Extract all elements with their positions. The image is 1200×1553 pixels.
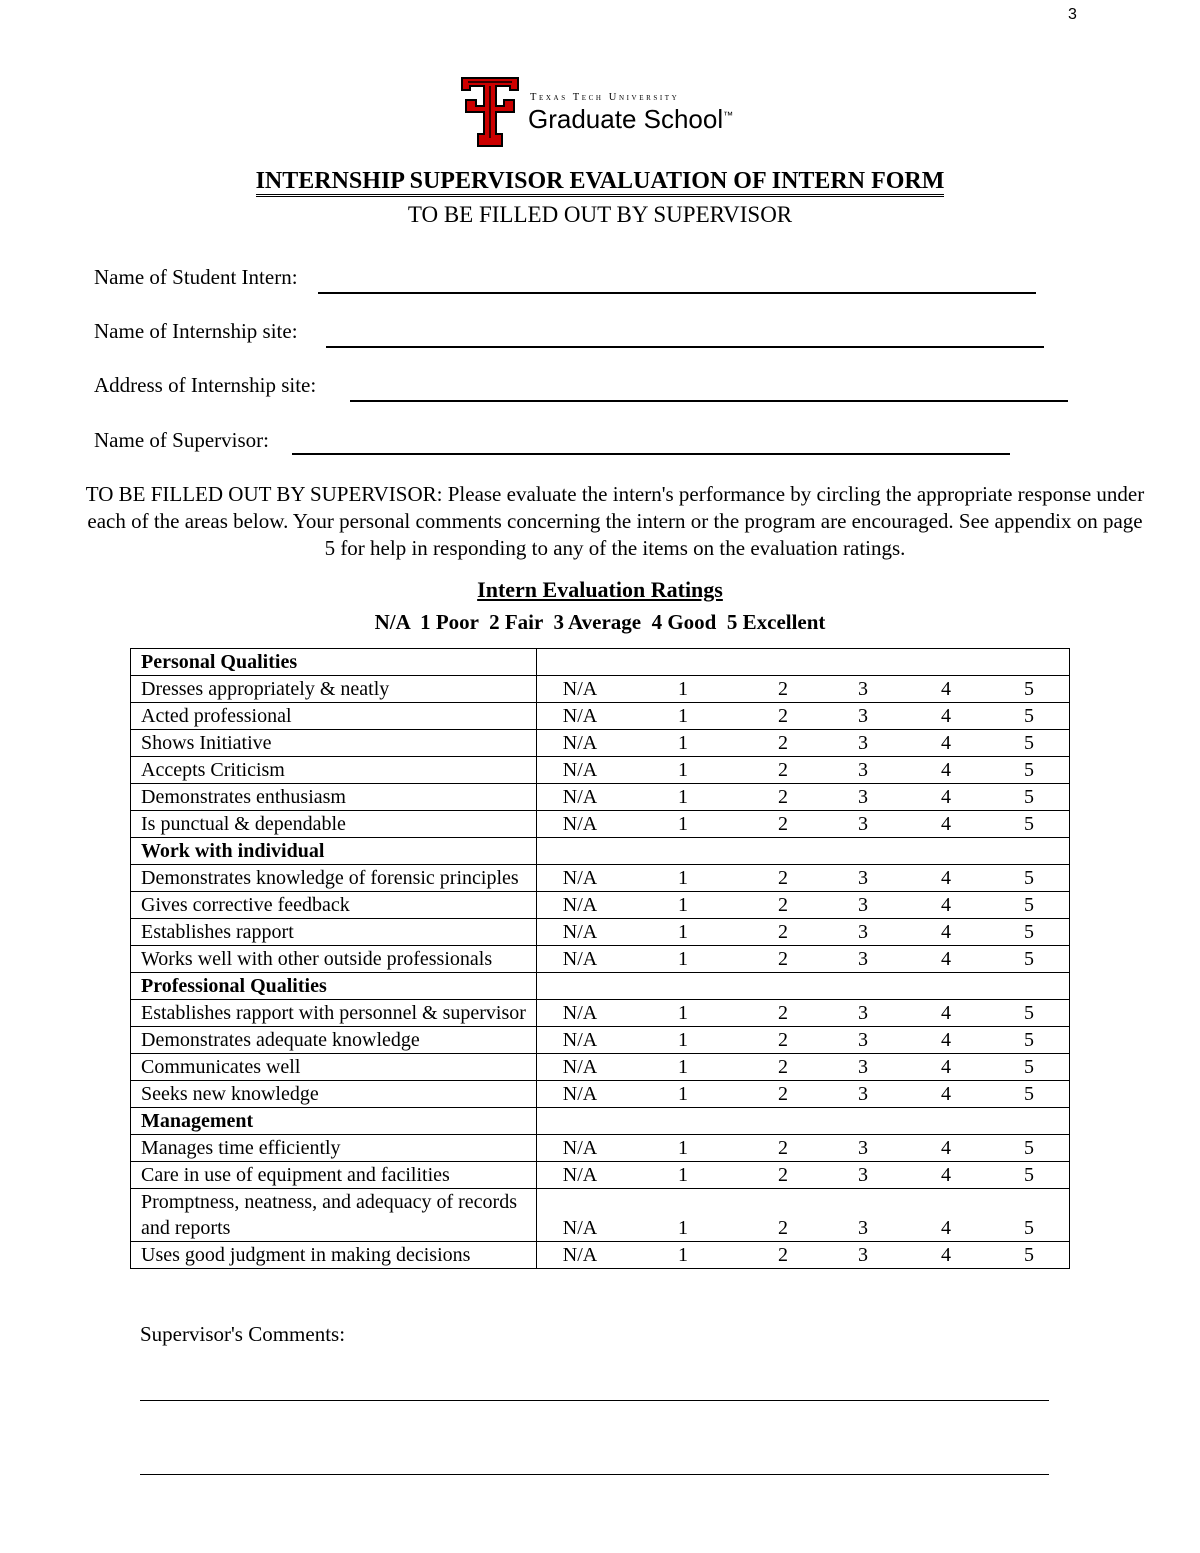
rating-option-3[interactable]: 3 — [858, 732, 868, 754]
rating-option-2[interactable]: 2 — [778, 1137, 788, 1159]
rating-option-2[interactable]: 2 — [778, 1083, 788, 1105]
rating-options — [537, 946, 1070, 973]
criterion-label: Demonstrates enthusiasm — [131, 784, 537, 811]
rating-option-4[interactable]: 4 — [941, 1029, 951, 1051]
rating-option-4[interactable]: 4 — [941, 867, 951, 889]
rating-option-5[interactable]: 5 — [1024, 759, 1034, 781]
rating-options — [537, 1135, 1070, 1162]
rating-option-2[interactable]: 2 — [778, 867, 788, 889]
rating-options — [537, 730, 1070, 757]
rating-options — [537, 757, 1070, 784]
section-empty-cell — [537, 649, 1070, 676]
rating-option-3[interactable]: 3 — [858, 867, 868, 889]
supervisor-label: Name of Supervisor: — [94, 428, 269, 452]
rating-option-na[interactable]: N/A — [562, 759, 598, 781]
rating-option-5[interactable]: 5 — [1024, 705, 1034, 727]
rating-option-1[interactable]: 1 — [678, 1244, 688, 1266]
rating-option-1[interactable]: 1 — [678, 759, 688, 781]
table-row — [131, 703, 1070, 730]
rating-option-2[interactable]: 2 — [778, 894, 788, 916]
criterion-label: Accepts Criticism — [131, 757, 537, 784]
rating-options — [537, 703, 1070, 730]
rating-option-na[interactable]: N/A — [562, 1083, 598, 1105]
internship-site-label: Name of Internship site: — [94, 319, 298, 343]
rating-option-4[interactable]: 4 — [941, 1056, 951, 1078]
rating-option-2[interactable]: 2 — [778, 732, 788, 754]
criterion-label: Establishes rapport — [131, 919, 537, 946]
rating-option-5[interactable]: 5 — [1024, 813, 1034, 835]
rating-options — [537, 784, 1070, 811]
criterion-label: Establishes rapport with personnel & supervisor — [131, 1000, 537, 1027]
section-empty-cell — [537, 973, 1070, 1000]
rating-option-na[interactable]: N/A — [562, 1137, 598, 1159]
evaluation-table — [130, 648, 1070, 1269]
rating-option-3[interactable]: 3 — [858, 1056, 868, 1078]
rating-option-1[interactable]: 1 — [678, 1002, 688, 1024]
rating-option-1[interactable]: 1 — [678, 921, 688, 943]
criterion-label: Manages time efficiently — [131, 1135, 537, 1162]
rating-options — [537, 1027, 1070, 1054]
rating-option-1[interactable]: 1 — [678, 1056, 688, 1078]
rating-option-1[interactable]: 1 — [678, 813, 688, 835]
rating-options — [537, 811, 1070, 838]
rating-option-3[interactable]: 3 — [858, 813, 868, 835]
rating-option-3[interactable]: 3 — [858, 894, 868, 916]
site-address-label: Address of Internship site: — [94, 373, 317, 397]
table-row — [131, 1135, 1070, 1162]
rating-option-5[interactable]: 5 — [1024, 948, 1034, 970]
rating-option-1[interactable]: 1 — [678, 1217, 688, 1239]
section-heading: Work with individual — [131, 838, 537, 865]
rating-option-na[interactable]: N/A — [562, 948, 598, 970]
university-name: Texas Tech University — [530, 92, 680, 103]
rating-scale-legend: N/A 1 Poor 2 Fair 3 Average 4 Good 5 Excellent — [374, 610, 826, 634]
rating-option-2[interactable]: 2 — [778, 1056, 788, 1078]
criterion-label: Seeks new knowledge — [131, 1081, 537, 1108]
criterion-label: Promptness, neatness, and adequacy of records and reports — [131, 1189, 537, 1242]
rating-option-2[interactable]: 2 — [778, 759, 788, 781]
table-row — [131, 865, 1070, 892]
rating-option-1[interactable]: 1 — [678, 1164, 688, 1186]
section-empty-cell — [537, 1108, 1070, 1135]
rating-option-4[interactable]: 4 — [941, 759, 951, 781]
student-intern-field[interactable] — [94, 265, 298, 290]
rating-option-1[interactable]: 1 — [678, 705, 688, 727]
rating-option-1[interactable]: 1 — [678, 867, 688, 889]
table-row — [131, 1081, 1070, 1108]
rating-option-3[interactable]: 3 — [858, 678, 868, 700]
internship-site-field[interactable] — [94, 319, 298, 344]
instructions-text: TO BE FILLED OUT BY SUPERVISOR: Please evaluate the intern's performance by circling the appropriate response under each of the areas below. Your personal comments concerning the intern or the program are encouraged. See appendix on page 5 for help in responding to any of the items on the evaluation ratings. — [85, 482, 1145, 560]
rating-option-3[interactable]: 3 — [858, 786, 868, 808]
rating-option-na[interactable]: N/A — [562, 1217, 598, 1239]
rating-option-5[interactable]: 5 — [1024, 678, 1034, 700]
section-header-row — [131, 838, 1070, 865]
criterion-label: Dresses appropriately & neatly — [131, 676, 537, 703]
rating-options — [537, 1162, 1070, 1189]
rating-option-2[interactable]: 2 — [778, 678, 788, 700]
rating-option-2[interactable]: 2 — [778, 1029, 788, 1051]
internship-site-line[interactable] — [326, 346, 1044, 348]
criterion-label: Gives corrective feedback — [131, 892, 537, 919]
rating-option-5[interactable]: 5 — [1024, 1164, 1034, 1186]
criterion-label: Shows Initiative — [131, 730, 537, 757]
rating-options — [537, 1242, 1070, 1269]
comment-line[interactable] — [140, 1474, 1049, 1475]
supervisor-line[interactable] — [292, 453, 1010, 455]
rating-option-na[interactable]: N/A — [562, 732, 598, 754]
table-row — [131, 1242, 1070, 1269]
rating-option-4[interactable]: 4 — [941, 678, 951, 700]
criterion-label: Communicates well — [131, 1054, 537, 1081]
rating-option-1[interactable]: 1 — [678, 1083, 688, 1105]
rating-option-1[interactable]: 1 — [678, 1137, 688, 1159]
rating-option-2[interactable]: 2 — [778, 1164, 788, 1186]
rating-option-5[interactable]: 5 — [1024, 1002, 1034, 1024]
rating-option-na[interactable]: N/A — [562, 1029, 598, 1051]
rating-option-3[interactable]: 3 — [858, 1002, 868, 1024]
rating-option-4[interactable]: 4 — [941, 1137, 951, 1159]
criterion-label: Is punctual & dependable — [131, 811, 537, 838]
rating-option-na[interactable]: N/A — [562, 813, 598, 835]
site-address-line[interactable] — [350, 400, 1068, 402]
rating-options — [537, 1081, 1070, 1108]
rating-option-5[interactable]: 5 — [1024, 867, 1034, 889]
rating-option-1[interactable]: 1 — [678, 732, 688, 754]
rating-option-1[interactable]: 1 — [678, 1029, 688, 1051]
rating-option-3[interactable]: 3 — [858, 705, 868, 727]
section-header-row — [131, 973, 1070, 1000]
criterion-label: Demonstrates knowledge of forensic principles — [131, 865, 537, 892]
rating-option-5[interactable]: 5 — [1024, 1244, 1034, 1266]
form-title: INTERNSHIP SUPERVISOR EVALUATION OF INTERN FORM — [0, 168, 1200, 195]
rating-option-3[interactable]: 3 — [858, 1083, 868, 1105]
form-subtitle: TO BE FILLED OUT BY SUPERVISOR — [407, 202, 793, 227]
rating-option-3[interactable]: 3 — [858, 759, 868, 781]
rating-option-2[interactable]: 2 — [778, 1002, 788, 1024]
rating-options — [537, 865, 1070, 892]
table-row — [131, 1000, 1070, 1027]
rating-option-2[interactable]: 2 — [778, 948, 788, 970]
criterion-label: Acted professional — [131, 703, 537, 730]
table-row — [131, 676, 1070, 703]
rating-option-2[interactable]: 2 — [778, 813, 788, 835]
rating-option-1[interactable]: 1 — [678, 948, 688, 970]
supervisor-field[interactable] — [94, 428, 269, 453]
site-address-field[interactable] — [94, 373, 316, 398]
rating-options — [537, 1000, 1070, 1027]
rating-option-4[interactable]: 4 — [941, 813, 951, 835]
section-heading: Personal Qualities — [131, 649, 537, 676]
rating-option-5[interactable]: 5 — [1024, 1137, 1034, 1159]
student-intern-line[interactable] — [318, 292, 1036, 294]
rating-option-5[interactable]: 5 — [1024, 1217, 1034, 1239]
rating-option-4[interactable]: 4 — [941, 732, 951, 754]
rating-option-4[interactable]: 4 — [941, 1164, 951, 1186]
rating-option-1[interactable]: 1 — [678, 786, 688, 808]
rating-option-5[interactable]: 5 — [1024, 732, 1034, 754]
rating-option-2[interactable]: 2 — [778, 1217, 788, 1239]
rating-options — [537, 676, 1070, 703]
rating-option-5[interactable]: 5 — [1024, 894, 1034, 916]
rating-option-3[interactable]: 3 — [858, 1137, 868, 1159]
rating-options — [537, 892, 1070, 919]
rating-option-4[interactable]: 4 — [941, 1244, 951, 1266]
rating-option-na[interactable]: N/A — [562, 786, 598, 808]
table-row — [131, 946, 1070, 973]
table-row — [131, 811, 1070, 838]
rating-option-3[interactable]: 3 — [858, 1164, 868, 1186]
table-row — [131, 1054, 1070, 1081]
rating-option-na[interactable]: N/A — [562, 705, 598, 727]
rating-option-3[interactable]: 3 — [858, 921, 868, 943]
rating-option-na[interactable]: N/A — [562, 1056, 598, 1078]
rating-option-1[interactable]: 1 — [678, 894, 688, 916]
comments-label: Supervisor's Comments: — [140, 1322, 346, 1346]
section-heading: Professional Qualities — [131, 973, 537, 1000]
double-t-logo-icon — [460, 76, 522, 148]
rating-option-na[interactable]: N/A — [562, 894, 598, 916]
rating-option-3[interactable]: 3 — [858, 1217, 868, 1239]
rating-option-na[interactable]: N/A — [562, 1002, 598, 1024]
rating-option-4[interactable]: 4 — [941, 1217, 951, 1239]
table-row — [131, 757, 1070, 784]
school-name: Graduate School™ — [528, 104, 734, 134]
rating-option-5[interactable]: 5 — [1024, 1083, 1034, 1105]
criterion-label: Works well with other outside professionals — [131, 946, 537, 973]
section-heading: Management — [131, 1108, 537, 1135]
rating-option-4[interactable]: 4 — [941, 1083, 951, 1105]
rating-options — [537, 919, 1070, 946]
rating-option-3[interactable]: 3 — [858, 1244, 868, 1266]
rating-options — [537, 1054, 1070, 1081]
student-intern-label: Name of Student Intern: — [94, 265, 298, 289]
comment-line[interactable] — [140, 1400, 1049, 1401]
rating-option-2[interactable]: 2 — [778, 921, 788, 943]
table-row — [131, 1027, 1070, 1054]
rating-option-3[interactable]: 3 — [858, 948, 868, 970]
rating-option-na[interactable]: N/A — [562, 867, 598, 889]
rating-option-4[interactable]: 4 — [941, 705, 951, 727]
rating-option-4[interactable]: 4 — [941, 948, 951, 970]
criterion-label: Demonstrates adequate knowledge — [131, 1027, 537, 1054]
table-row — [131, 1162, 1070, 1189]
rating-option-5[interactable]: 5 — [1024, 786, 1034, 808]
criterion-label: Care in use of equipment and facilities — [131, 1162, 537, 1189]
rating-option-2[interactable]: 2 — [778, 786, 788, 808]
table-row — [131, 892, 1070, 919]
rating-options — [537, 1189, 1070, 1242]
university-logo — [460, 76, 740, 148]
rating-option-5[interactable]: 5 — [1024, 1056, 1034, 1078]
rating-option-4[interactable]: 4 — [941, 786, 951, 808]
rating-option-4[interactable]: 4 — [941, 894, 951, 916]
criterion-label: Uses good judgment in making decisions — [131, 1242, 537, 1269]
rating-option-na[interactable]: N/A — [562, 1244, 598, 1266]
page-number: 3 — [1068, 6, 1077, 23]
section-header-row — [131, 1108, 1070, 1135]
section-header-row — [131, 649, 1070, 676]
rating-option-3[interactable]: 3 — [858, 1029, 868, 1051]
rating-option-1[interactable]: 1 — [678, 678, 688, 700]
table-row — [131, 730, 1070, 757]
rating-option-na[interactable]: N/A — [562, 1164, 598, 1186]
rating-option-2[interactable]: 2 — [778, 705, 788, 727]
rating-option-na[interactable]: N/A — [562, 678, 598, 700]
rating-option-2[interactable]: 2 — [778, 1244, 788, 1266]
table-row — [131, 784, 1070, 811]
rating-option-5[interactable]: 5 — [1024, 1029, 1034, 1051]
ratings-title: Intern Evaluation Ratings — [477, 577, 723, 602]
table-row — [131, 919, 1070, 946]
table-row — [131, 1189, 1070, 1242]
section-empty-cell — [537, 838, 1070, 865]
rating-option-4[interactable]: 4 — [941, 921, 951, 943]
rating-option-5[interactable]: 5 — [1024, 921, 1034, 943]
rating-option-na[interactable]: N/A — [562, 921, 598, 943]
rating-option-4[interactable]: 4 — [941, 1002, 951, 1024]
